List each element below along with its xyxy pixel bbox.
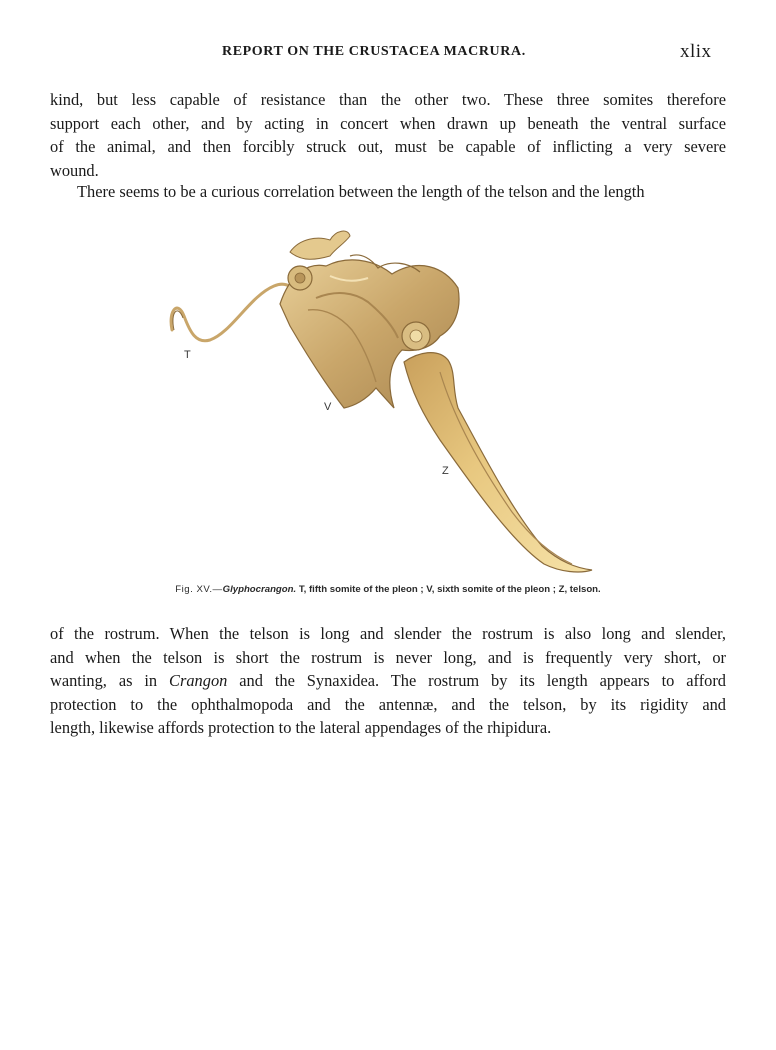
text-line: kind, but less capable of resistance than the other two. These three somites therefore bbox=[50, 90, 726, 109]
text-run: and the Synaxidea. The rostrum by its length appears to afford bbox=[227, 671, 726, 691]
text-line: wound. bbox=[50, 160, 99, 180]
caption-species: Glyphocrangon. bbox=[222, 584, 297, 595]
telson-illustration bbox=[140, 212, 620, 584]
figure-label-t: T bbox=[184, 349, 191, 361]
caption-text: T, fifth somite of the pleon ; V, sixth somite of the pleon ; Z, telson. bbox=[296, 584, 601, 595]
text-line: support each other, and by acting in concert when drawn up beneath the ventral surface bbox=[50, 113, 726, 133]
fifth-somite-outline bbox=[171, 284, 300, 341]
figure-caption bbox=[0, 584, 776, 595]
text-line: length, likewise affords protection to the lateral appendages of the rhipidura. bbox=[50, 718, 552, 738]
text-run: wanting, as in bbox=[50, 671, 170, 691]
telson bbox=[404, 353, 592, 572]
text-line bbox=[50, 669, 726, 693]
dorsal-crest bbox=[290, 231, 350, 259]
figure-label-v: V bbox=[324, 401, 332, 413]
running-title: REPORT ON THE CRUSTACEA MACRURA. bbox=[222, 44, 526, 59]
text-line: protection to the ophthalmopoda and the antennæ, and the telson, by its rigidity and bbox=[50, 694, 726, 714]
page-header bbox=[0, 41, 776, 68]
text-line: of the rostrum. When the telson is long and slender the rostrum is also long and slender, bbox=[50, 624, 726, 643]
caption-label: Fig. XV.— bbox=[175, 584, 223, 595]
text-line: and when the telson is short the rostrum is never long, and is frequently very short, or bbox=[50, 647, 726, 667]
figure-glyphocrangon bbox=[140, 212, 620, 584]
genus-crangon: Crangon bbox=[169, 671, 228, 691]
paragraph-2 bbox=[50, 180, 726, 204]
figure-label-z: Z bbox=[442, 465, 449, 477]
paragraph-3 bbox=[50, 622, 726, 740]
text-line: of the animal, and then forcibly struck out, must be capable of inflicting a very severe bbox=[50, 137, 726, 157]
page-number: xlix bbox=[680, 41, 712, 62]
text-line: There seems to be a curious correlation between the length of the telson and the length bbox=[77, 182, 645, 201]
paragraph-1 bbox=[50, 88, 726, 182]
